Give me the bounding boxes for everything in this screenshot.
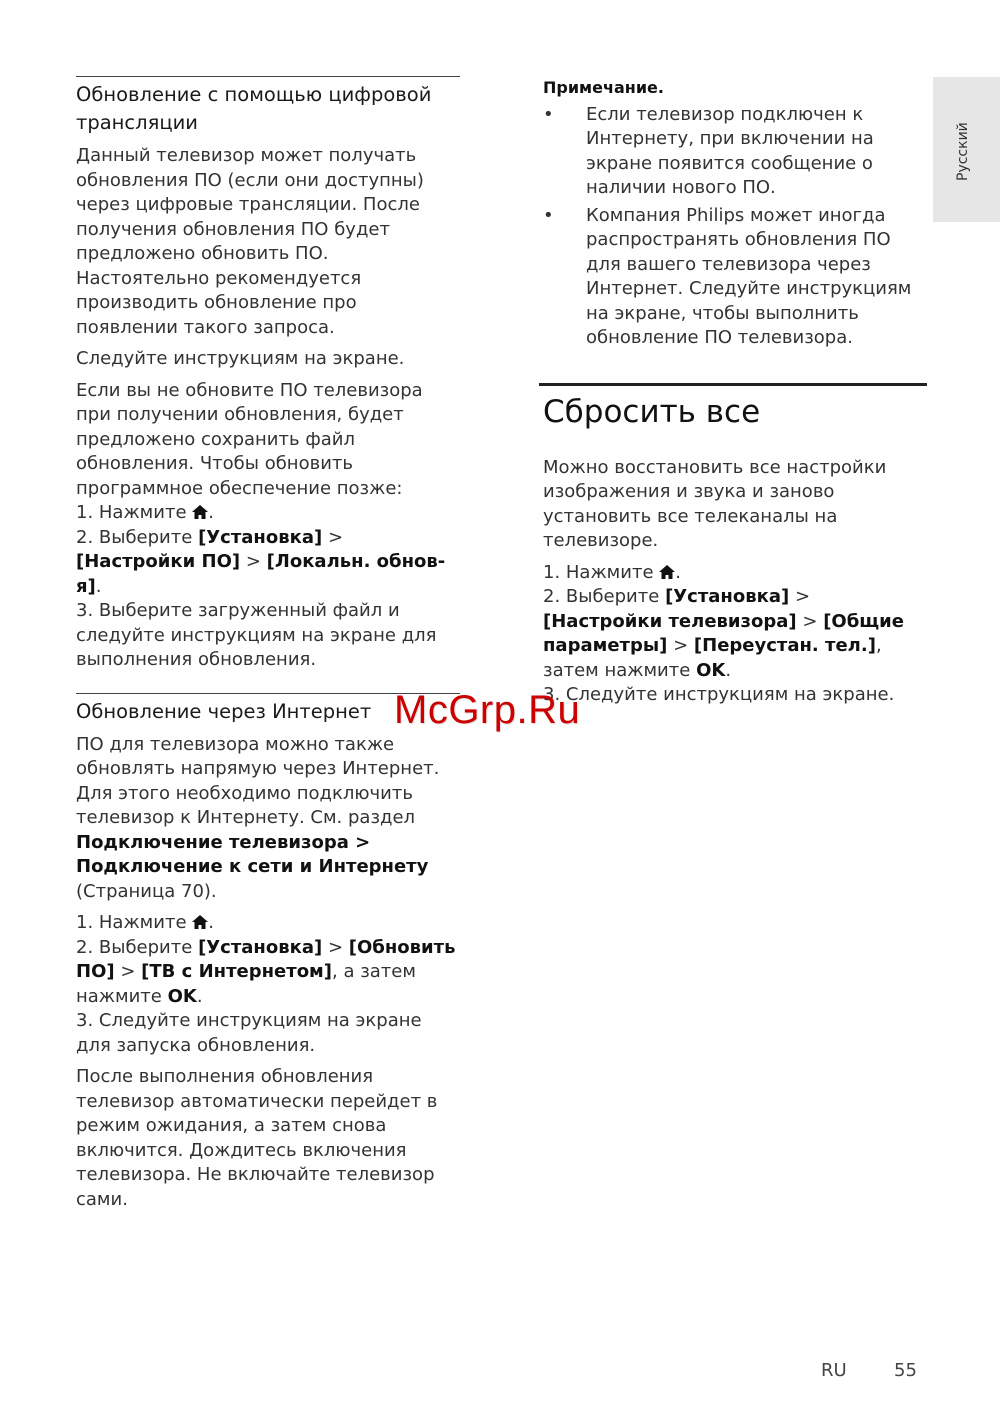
- step-text: 1. Нажмите: [76, 912, 187, 933]
- step-2: [543, 585, 927, 683]
- step-1: [76, 501, 460, 526]
- text: (Страница 70).: [76, 880, 217, 902]
- menu-path-item: [Установка]: [665, 586, 790, 607]
- note-title: Примечание.: [543, 78, 664, 97]
- step-text: 1. Нажмите: [76, 502, 187, 523]
- watermark: McGrp.Ru: [394, 688, 581, 732]
- page-number: 55: [894, 1360, 917, 1381]
- menu-path-item: [Переустан. тел.]: [693, 635, 876, 656]
- section-title-internet-update: Обновление через Интернет: [76, 699, 372, 723]
- language-tab: [933, 77, 1000, 222]
- ok-key: OK: [167, 985, 197, 1007]
- step-3: 3. Следуйте инструкциям на экране.: [543, 684, 895, 705]
- bullet: •: [543, 103, 554, 125]
- step-text: 1. Нажмите: [543, 561, 654, 583]
- punct: .: [725, 659, 732, 681]
- left-column: [76, 76, 460, 1212]
- menu-path-item: [Локальн. обнов-я]: [76, 551, 446, 597]
- paragraph: Можно восстановить все настройки изображения и звука и заново установить все телеканалы на телевизоре.: [543, 456, 887, 551]
- home-icon: [192, 505, 208, 519]
- separator: >: [802, 610, 818, 632]
- menu-path-item: [Обновить ПО]: [76, 936, 456, 982]
- text: ПО для телевизора можно также обновлять напрямую через Интернет. Для этого необходимо подключить телевизор к Интернету. См. раздел: [76, 733, 440, 828]
- paragraph: После выполнения обновления телевизор автоматически перейдет в режим ожидания, а затем снова включится. Дождитесь включения телевизора. Не включайте телевизор сами.: [76, 1066, 438, 1210]
- paragraph: Данный телевизор может получать обновления ПО (если они доступны) через цифровые трансляции. После получения обновления ПО будет предложено обновить ПО. Настоятельно рекомендуется производить обновление про появлении такого запроса.: [76, 145, 424, 338]
- punct: .: [196, 985, 203, 1007]
- menu-path-item: [Общие параметры]: [543, 610, 905, 656]
- step-1: [543, 561, 927, 586]
- separator: >: [120, 961, 136, 982]
- step-2: [76, 936, 460, 1010]
- step-text: 2. Выберите: [76, 526, 193, 548]
- step-text: 2. Выберите: [76, 936, 193, 958]
- ok-key: OK: [696, 659, 726, 681]
- separator: >: [327, 526, 344, 548]
- chapter-divider: [539, 383, 927, 386]
- footer-language: RU: [821, 1360, 847, 1381]
- paragraph: Если вы не обновите ПО телевизора при получении обновления, будет предложено сохранить файл обновления. Чтобы обновить программное обеспечение позже:: [76, 379, 423, 499]
- step-3: 3. Следуйте инструкциям на экране для запуска обновления.: [76, 1010, 422, 1056]
- list-item-text: Компания Philips может иногда распространять обновления ПО для вашего телевизора через Интернет. Следуйте инструкциям на экране, чтобы выполнить обновление ПО телевизора.: [586, 204, 912, 348]
- right-column: [543, 76, 927, 708]
- cross-reference: Подключение телевизора > Подключение к сети и Интернету: [76, 831, 429, 877]
- menu-path-item: [Настройки ПО]: [76, 551, 241, 572]
- note-list: [543, 103, 927, 351]
- step-text: , затем нажмите: [543, 635, 882, 681]
- step-text: 2. Выберите: [543, 586, 660, 607]
- list-item: [543, 204, 927, 351]
- list-item: [543, 103, 927, 201]
- menu-path-item: [Установка]: [198, 526, 323, 548]
- menu-path-item: [Установка]: [198, 936, 323, 958]
- paragraph: Следуйте инструкциям на экране.: [76, 348, 405, 369]
- punct: .: [208, 912, 214, 933]
- menu-path-item: [Настройки телевизора]: [543, 610, 797, 632]
- separator: >: [327, 936, 344, 958]
- separator: >: [245, 551, 261, 572]
- section-title-digital-update: Обновление с помощью цифровой трансляции: [76, 83, 432, 134]
- punct: .: [208, 502, 214, 523]
- punct: .: [675, 561, 681, 583]
- home-icon: [659, 565, 675, 579]
- menu-path-item: [ТВ с Интернетом]: [141, 961, 332, 982]
- list-item-text: Если телевизор подключен к Интернету, при включении на экране появится сообщение о наличии нового ПО.: [586, 103, 874, 198]
- punct: .: [95, 575, 102, 597]
- chapter-title: Сбросить все: [543, 393, 761, 430]
- step-text: , а затем нажмите: [76, 961, 416, 1007]
- separator: >: [794, 586, 811, 607]
- separator: >: [673, 635, 689, 656]
- step-3: 3. Выберите загруженный файл и следуйте инструкциям на экране для выполнения обновления.: [76, 600, 437, 670]
- paragraph: [76, 733, 460, 905]
- step-1: [76, 911, 460, 936]
- bullet: •: [543, 204, 554, 226]
- language-tab-label: Русский: [955, 122, 971, 181]
- step-2: [76, 526, 460, 600]
- home-icon: [192, 915, 208, 929]
